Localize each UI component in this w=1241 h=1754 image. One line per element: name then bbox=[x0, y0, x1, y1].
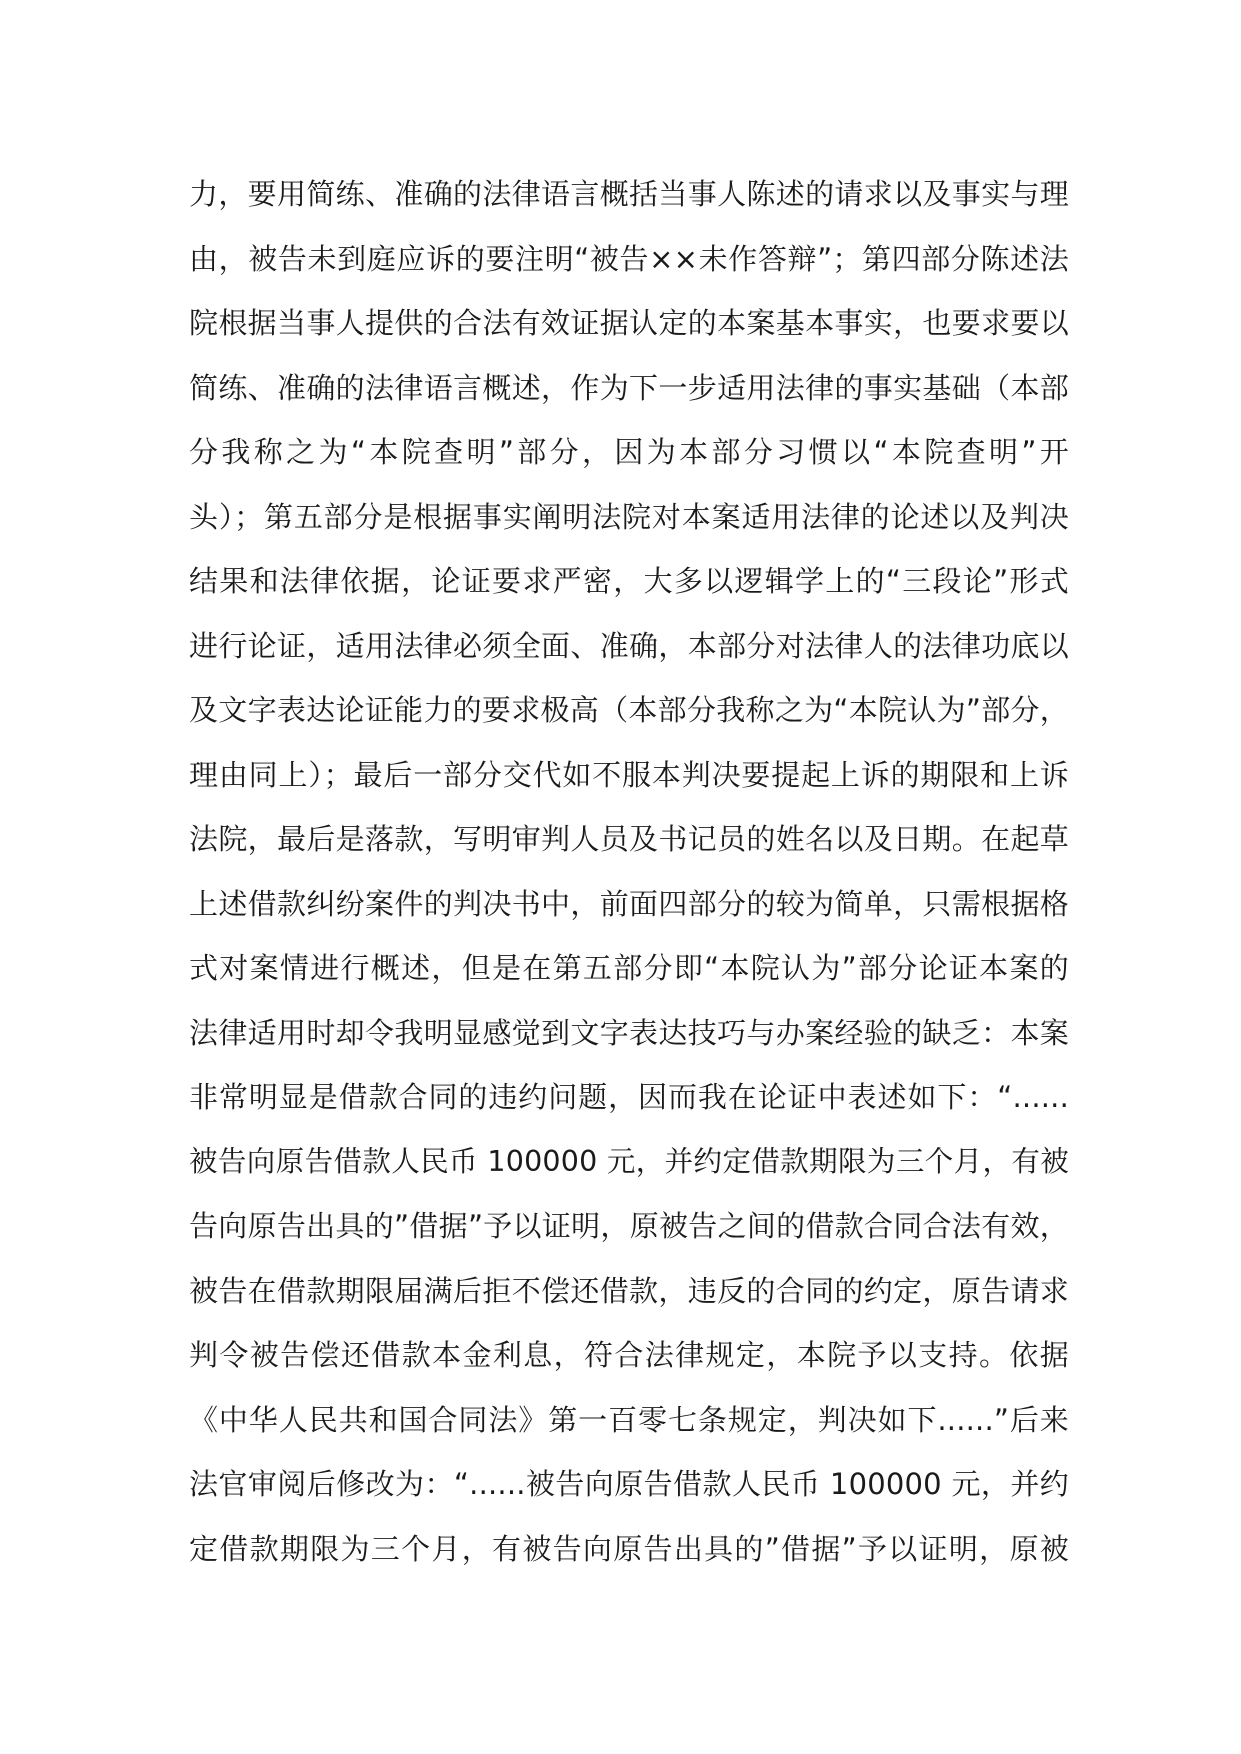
text-line: 头）；第五部分是根据事实阐明法院对本案适用法律的论述以及判决 bbox=[189, 499, 1069, 534]
text-line: 判令被告偿还借款本金利息，符合法律规定，本院予以支持。依据 bbox=[189, 1338, 1069, 1372]
text-line: 进行论证，适用法律必须全面、准确，本部分对法律人的法律功底以 bbox=[189, 628, 1069, 663]
text-line: 理由同上）；最后一部分交代如不服本判决要提起上诉的期限和上诉 bbox=[189, 757, 1069, 792]
text-line: 告向原告出具的”借据”予以证明，原被告之间的借款合同合法有效， bbox=[189, 1209, 1069, 1243]
text-line: 结果和法律依据，论证要求严密，大多以逻辑学上的“三段论”形式 bbox=[189, 564, 1069, 598]
text-line: 院根据当事人提供的合法有效证据认定的本案基本事实，也要求要以 bbox=[189, 306, 1069, 340]
text-line: 定借款期限为三个月，有被告向原告出具的”借据”予以证明，原被 bbox=[189, 1531, 1069, 1566]
text-line: 法院，最后是落款，写明审判人员及书记员的姓名以及日期。在起草 bbox=[189, 822, 1069, 856]
text-line: 力，要用简练、准确的法律语言概括当事人陈述的请求以及事实与理 bbox=[189, 177, 1069, 211]
text-line: 被告向原告借款人民币 100000 元，并约定借款期限为三个月，有被 bbox=[189, 1144, 1069, 1178]
text-line: 非常明显是借款合同的违约问题，因而我在论证中表述如下：“...... bbox=[189, 1080, 1069, 1114]
text-line: 法官审阅后修改为：“......被告向原告借款人民币 100000 元，并约 bbox=[189, 1467, 1069, 1501]
text-line: 法律适用时却令我明显感觉到文字表达技巧与办案经验的缺乏：本案 bbox=[189, 1015, 1069, 1050]
text-line: 分我称之为“本院查明”部分，因为本部分习惯以“本院查明”开 bbox=[189, 435, 1069, 469]
text-line: 被告在借款期限届满后拒不偿还借款，违反的合同的约定，原告请求 bbox=[189, 1273, 1069, 1308]
text-line: 简练、准确的法律语言概述，作为下一步适用法律的事实基础（本部 bbox=[189, 370, 1069, 405]
text-line: 《中华人民共和国合同法》第一百零七条规定，判决如下......”后来 bbox=[189, 1402, 1069, 1437]
text-line: 上述借款纠纷案件的判决书中，前面四部分的较为简单，只需根据格 bbox=[189, 886, 1069, 921]
body-text bbox=[189, 162, 1069, 1581]
text-line: 由，被告未到庭应诉的要注明“被告××未作答辩”；第四部分陈述法 bbox=[189, 241, 1069, 276]
text-line: 式对案情进行概述，但是在第五部分即“本院认为”部分论证本案的 bbox=[189, 951, 1069, 985]
text-line: 及文字表达论证能力的要求极高（本部分我称之为“本院认为”部分， bbox=[189, 693, 1069, 727]
